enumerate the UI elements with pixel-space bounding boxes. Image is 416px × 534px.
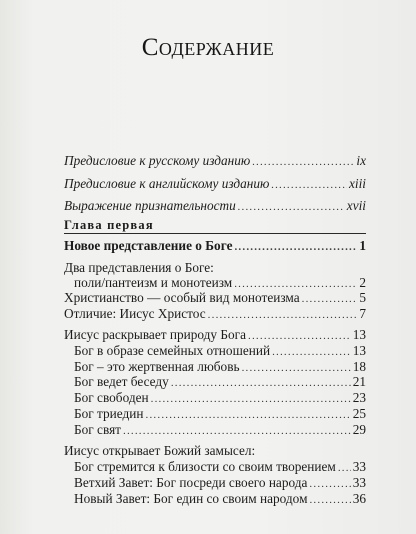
toc-entry-page: ix bbox=[356, 153, 366, 168]
toc-entry-title: Ветхий Завет: Бог посреди своего народа bbox=[74, 475, 308, 490]
toc-entry-title: Бог – это жертвенная любовь bbox=[74, 359, 240, 374]
toc-entry-title: Бог в образе семейных отношений bbox=[74, 343, 271, 358]
toc-entry[interactable] bbox=[64, 306, 366, 323]
page-title: Содержание bbox=[141, 34, 275, 61]
toc-entry[interactable] bbox=[64, 443, 366, 459]
toc-entry-page: 1 bbox=[359, 238, 366, 253]
toc-entry-title: Новое представление о Боге bbox=[64, 238, 233, 253]
toc-entry[interactable] bbox=[74, 390, 366, 407]
toc-entry-title: Бог триедин bbox=[74, 406, 144, 421]
toc-entry[interactable] bbox=[74, 475, 366, 492]
toc-leader-dots bbox=[238, 199, 345, 215]
toc-entry-page: 2 bbox=[359, 275, 366, 290]
toc-entry-title: Отличие: Иисус Христос bbox=[64, 306, 206, 321]
toc-entry[interactable] bbox=[74, 459, 366, 476]
chapter-rule bbox=[64, 233, 366, 234]
toc-entry-page: xiii bbox=[349, 176, 366, 191]
toc-entry-title: Предисловие к русскому изданию bbox=[64, 153, 251, 168]
toc-leader-dots bbox=[272, 344, 351, 360]
toc-leader-dots bbox=[146, 407, 351, 423]
toc-entry-title: Предисловие к английскому изданию bbox=[64, 176, 270, 191]
toc-leader-dots bbox=[338, 460, 351, 476]
toc-entry-title: Выражение признательности bbox=[64, 198, 236, 213]
toc-entry-page: 13 bbox=[352, 327, 366, 342]
toc-entry-preface-russian[interactable] bbox=[64, 153, 366, 170]
toc-entry-page: 23 bbox=[352, 390, 366, 405]
toc-entry-page: xvii bbox=[346, 198, 366, 213]
toc-entry[interactable] bbox=[74, 406, 366, 423]
toc-leader-dots bbox=[271, 177, 347, 193]
toc-entry-page: 29 bbox=[352, 422, 366, 437]
toc-entry-acknowledgements[interactable] bbox=[64, 198, 366, 215]
toc-entry-title: поли/пантеизм и монотеизм bbox=[74, 275, 233, 290]
toc-leader-dots bbox=[309, 476, 350, 492]
toc-entry[interactable] bbox=[74, 374, 366, 391]
toc-entry-page: 7 bbox=[359, 306, 366, 321]
toc-leader-dots bbox=[123, 423, 351, 439]
toc-entry-title: Новый Завет: Бог един со своим народом bbox=[74, 491, 308, 506]
toc-entry-title: Бог стремится к близости со своим творением bbox=[74, 459, 336, 474]
toc-leader-dots bbox=[302, 291, 358, 307]
toc-entry[interactable] bbox=[74, 422, 366, 439]
toc-leader-dots bbox=[208, 307, 358, 323]
toc-entry-title: Иисус открывает Божий замысел: bbox=[64, 443, 256, 458]
toc-entry-title: Бог свят bbox=[74, 422, 121, 437]
toc-entry-title: Бог ведет беседу bbox=[74, 374, 169, 389]
toc-entry-title: Христианство — особый вид монотеизма bbox=[64, 290, 300, 305]
toc-leader-dots bbox=[171, 375, 351, 391]
chapter-label: Глава первая bbox=[64, 218, 154, 232]
toc-leader-dots bbox=[248, 328, 351, 344]
toc-leader-dots bbox=[252, 154, 354, 170]
toc-entry[interactable] bbox=[74, 491, 366, 508]
toc-entry-title: Иисус раскрывает природу Бога bbox=[64, 327, 247, 342]
toc-entry-preface-english[interactable] bbox=[64, 176, 366, 193]
toc-entry-page: 18 bbox=[352, 359, 366, 374]
toc-chapter-title[interactable] bbox=[64, 238, 366, 255]
toc-entry-page: 33 bbox=[352, 459, 366, 474]
toc-entry[interactable] bbox=[74, 343, 366, 360]
toc-leader-dots bbox=[234, 239, 357, 255]
toc-entry-page: 21 bbox=[352, 374, 366, 389]
toc-entry-page: 36 bbox=[352, 491, 366, 506]
toc-leader-dots bbox=[309, 492, 350, 508]
toc-entry-page: 5 bbox=[359, 290, 366, 305]
toc-entry-title: Два представления о Боге: bbox=[64, 260, 214, 275]
toc-entry[interactable] bbox=[64, 290, 366, 307]
toc-entry[interactable] bbox=[64, 260, 366, 276]
toc-leader-dots bbox=[151, 391, 351, 407]
toc-entry-page: 13 bbox=[352, 343, 366, 358]
toc-entry-title: Бог свободен bbox=[74, 390, 149, 405]
toc-entry-page: 33 bbox=[352, 475, 366, 490]
toc-entry[interactable] bbox=[64, 327, 366, 344]
toc-entry-page: 25 bbox=[352, 406, 366, 421]
